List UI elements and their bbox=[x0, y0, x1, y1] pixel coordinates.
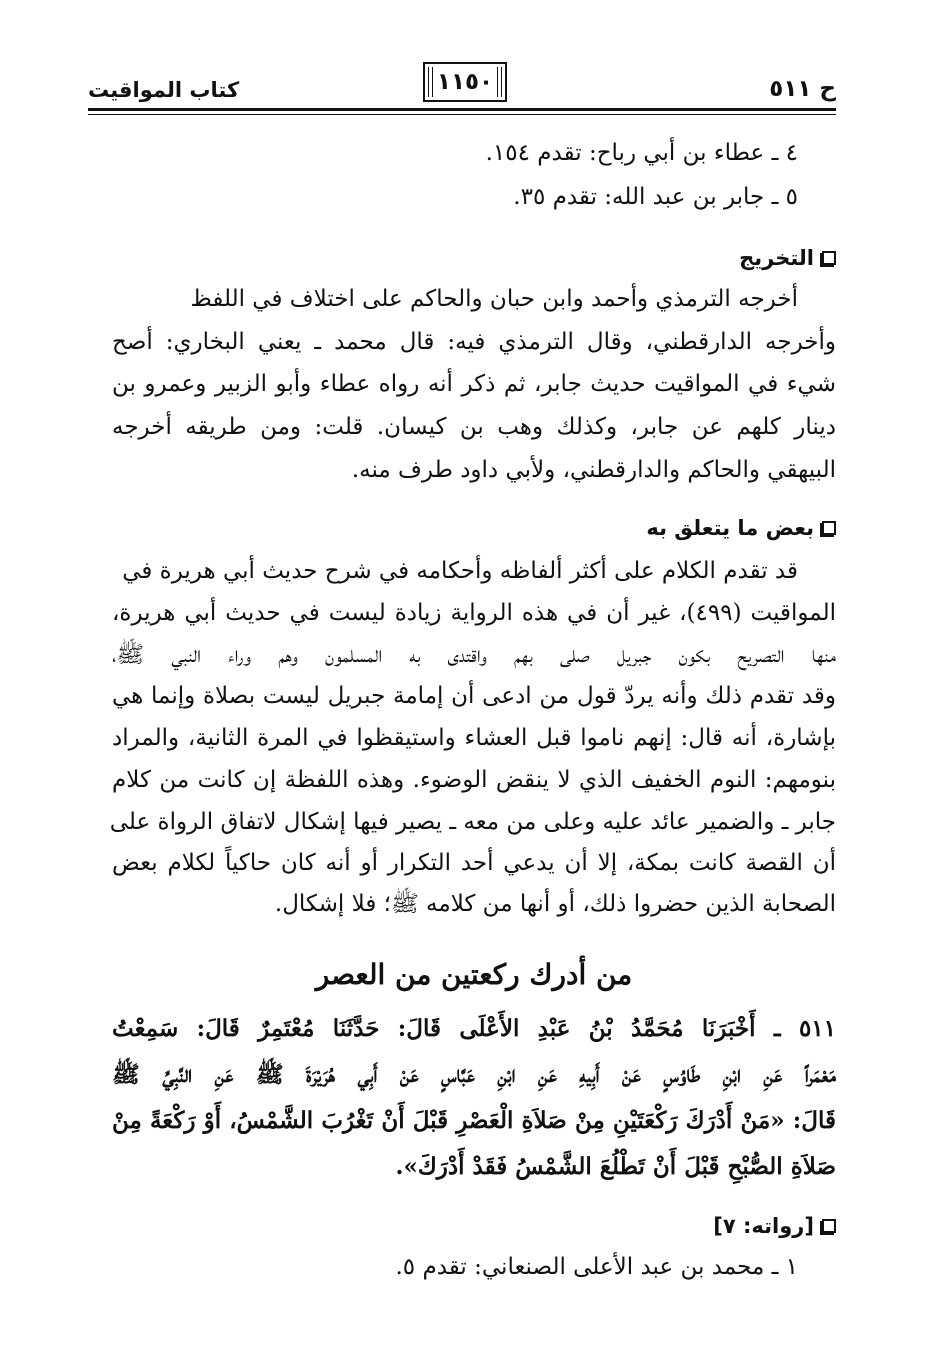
header-page-number: ١١٥٠ bbox=[423, 62, 507, 102]
paragraph-line: الصحابة الذين حضروا ذلك، أو أنها من كلامه ﷺ؛ فلا إشكال. bbox=[274, 891, 836, 917]
header-rule-thick bbox=[88, 108, 836, 111]
paragraph-line: وأخرجه الدارقطني، وقال الترمذي فيه: قال محمد ـ يعني البخاري: أصح bbox=[112, 329, 836, 355]
section-heading-label: [رواته: ٧] bbox=[713, 1214, 814, 1238]
header-book-title: كتاب المواقيت bbox=[88, 78, 240, 102]
checkbox-square-icon bbox=[822, 251, 836, 265]
hadith-line: صَلاَةِ الصُّبْحِ قَبْلَ أَنْ تَطْلُعَ الشَّمْسُ فَقَدْ أَدْرَكَ». bbox=[395, 1153, 836, 1180]
section-heading-related bbox=[646, 516, 836, 540]
paragraph-line: منها التصريح بكون جبريل صلى بهم واقتدى به المسلمون وهم وراء النبي ﷺ، bbox=[112, 642, 836, 668]
narrator-line: ٤ ـ عطاء بن أبي رباح: تقدم ١٥٤. bbox=[485, 140, 798, 166]
section-heading-label: بعض ما يتعلق به bbox=[646, 516, 814, 540]
section-heading-takhrij bbox=[739, 246, 836, 270]
paragraph-line: بنومهم: النوم الخفيف الذي لا ينقض الوضوء. وهذه اللفظة إن كانت من كلام bbox=[112, 767, 836, 793]
header-rule-thin bbox=[88, 114, 836, 115]
checkbox-square-icon bbox=[822, 521, 836, 535]
paragraph-line: جابر ـ والضمير عائد عليه وعلى من معه ـ يصير فيها إشكال لاتفاق الرواة على bbox=[109, 809, 836, 835]
paragraph-line: أخرجه الترمذي وأحمد وابن حبان والحاكم على اختلاف في اللفظ bbox=[190, 286, 798, 312]
paragraph-line: بإشارة، أنه قال: إنهم ناموا قبل العشاء واستيقظوا في المرة الثانية، والمراد bbox=[112, 725, 836, 751]
hadith-line: ٥١١ ـ أَخْبَرَنَا مُحَمَّدُ بْنُ عَبْدِ الأَعْلَى قَالَ: حَدَّثَنَا مُعْتَمِرٌ قَالَ: سَمِعْتُ bbox=[112, 1015, 836, 1042]
narrator-line: ١ ـ محمد بن عبد الأعلى الصنعاني: تقدم ٥. bbox=[395, 1254, 798, 1280]
paragraph-line: شيء في المواقيت حديث جابر، ثم ذكر أنه رواه عطاء وأبو الزبير وعمرو بن bbox=[112, 371, 836, 397]
narrator-line: ٥ ـ جابر بن عبد الله: تقدم ٣٥. bbox=[513, 184, 798, 210]
hadith-line: قَالَ: «مَنْ أَدْرَكَ رَكْعَتَيْنِ مِنْ صَلاَةِ الْعَصْرِ قَبْلَ أَنْ تَغْرُبَ الشَّمْسُ، أَوْ رَكْعَةً مِنْ bbox=[112, 1107, 836, 1134]
paragraph-line: أن القصة كانت بمكة، إلا أن يدعي أحد التكرار أو أنه كان حاكياً لكلام بعض bbox=[112, 850, 836, 876]
section-heading-label: التخريج bbox=[739, 246, 814, 270]
section-heading-narrators bbox=[713, 1214, 836, 1238]
checkbox-square-icon bbox=[822, 1219, 836, 1233]
header-hadith-ref: ح ٥١١ bbox=[769, 76, 836, 102]
chapter-title: من أدرك ركعتين من العصر bbox=[315, 958, 633, 991]
paragraph-line: المواقيت (٤٩٩)، غير أن في هذه الرواية زيادة ليست في حديث أبي هريرة، bbox=[112, 600, 837, 626]
paragraph-line: قد تقدم الكلام على أكثر ألفاظه وأحكامه في شرح حديث أبي هريرة في bbox=[122, 558, 798, 584]
paragraph-line: وقد تقدم ذلك وأنه يردّ قول من ادعى أن إمامة جبريل ليست بصلاة وإنما هي bbox=[112, 683, 836, 709]
paragraph-line: دينار كلهم عن جابر، وكذلك وهب بن كيسان. قلت: ومن طريقه أخرجه bbox=[112, 414, 836, 440]
paragraph-line: البيهقي والحاكم والدارقطني، ولأبي داود طرف منه. bbox=[351, 457, 836, 483]
hadith-line: مَعْمَراً عَنِ ابْنِ طَاوُسٍ عَنْ أَبِيهِ عَنِ ابْنِ عَبَّاسٍ عَنْ أَبِي هُرَيْرَةَ ﷺ عَنِ النَّبِيِّ ﷺ bbox=[112, 1061, 836, 1088]
